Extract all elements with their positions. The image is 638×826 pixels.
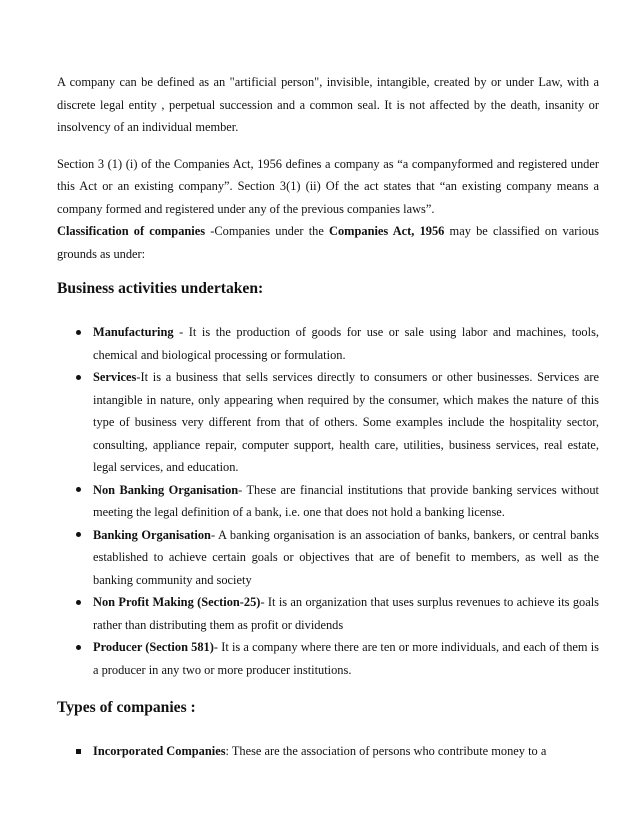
- bullet-icon: [73, 524, 83, 547]
- list-item-term: Services: [93, 370, 137, 384]
- bullet-icon: [73, 479, 83, 502]
- document-page: [57, 71, 599, 763]
- business-activities-list: [57, 321, 599, 681]
- classification-text-1: -Companies under the: [205, 224, 330, 238]
- list-item-text: - It is an organization that uses surplus revenues to achieve its goals rather than distributing them as profit or dividends: [93, 595, 599, 632]
- list-item-text: : These are the association of persons who contribute money to a: [225, 744, 547, 758]
- list-item-non-banking-organisation: [57, 479, 599, 524]
- section-3-paragraph: Section 3 (1) (i) of the Companies Act, 1956 defines a company as “a companyformed and registered under this Act or an existing company”. Section 3(1) (ii) Of the act states that “an existing company means a company formed and registered under any of the previous companies laws”.: [57, 156, 599, 216]
- business-activities-heading: Business activities undertaken:: [57, 280, 264, 297]
- list-item-incorporated-companies: [57, 740, 599, 763]
- list-item-text: - It is a company where there are ten or more individuals, and each of them is a producer in any two or more producer institutions.: [93, 640, 599, 677]
- list-item-banking-organisation: [57, 524, 599, 592]
- list-item-text: - A banking organisation is an association of banks, bankers, or central banks established to achieve certain goals or objectives that are of benefit to members, as well as the banking community and society: [93, 527, 599, 587]
- square-bullet-icon: [73, 740, 83, 763]
- classification-lead: Classification of companies: [57, 224, 206, 238]
- list-item-term: Incorporated Companies: [93, 744, 226, 758]
- classification-paragraph: [57, 220, 599, 265]
- list-item-services: [57, 366, 599, 479]
- classification-text-2: may be classified on various grounds as under:: [57, 224, 599, 261]
- bullet-icon: [73, 366, 83, 389]
- types-of-companies-list: [57, 740, 599, 763]
- list-item-term: Non Banking Organisation: [93, 482, 239, 497]
- bullet-icon: [73, 636, 83, 659]
- list-item-manufacturing: [57, 321, 599, 366]
- list-item-text: - It is the production of goods for use or sale using labor and machines, tools, chemical and biological processing or formulation.: [93, 325, 599, 362]
- bullet-icon: [73, 591, 83, 614]
- types-of-companies-heading: Types of companies :: [57, 699, 196, 716]
- list-item-producer: [57, 636, 599, 681]
- list-item-non-profit-making: [57, 591, 599, 636]
- list-item-term: Banking Organisation: [93, 527, 211, 542]
- bullet-icon: [73, 321, 83, 344]
- list-item-text: -It is a business that sells services directly to consumers or other businesses. Services are intangible in nature, only appearing when required by the consumer, which makes the nature of this type of business very different from that of others. Some examples include the hospitality sector, consulting, appliance repair, computer support, health care, utilities, business services, real estate, legal services, and education.: [93, 370, 599, 474]
- companies-act-reference: Companies Act, 1956: [329, 224, 445, 238]
- list-item-term: Non Profit Making (Section-25): [93, 595, 261, 609]
- list-item-term: Producer (Section 581): [93, 640, 214, 654]
- list-item-text: - These are financial institutions that provide banking services without meeting the legal definition of a bank, i.e. one that does not hold a banking license.: [93, 482, 600, 519]
- list-item-term: Manufacturing: [93, 325, 174, 339]
- company-definition-paragraph: A company can be defined as an "artificial person", invisible, intangible, created by or under Law, with a discrete legal entity , perpetual succession and a common seal. It is not affected by the death, insanity or insolvency of an individual member.: [57, 75, 599, 134]
